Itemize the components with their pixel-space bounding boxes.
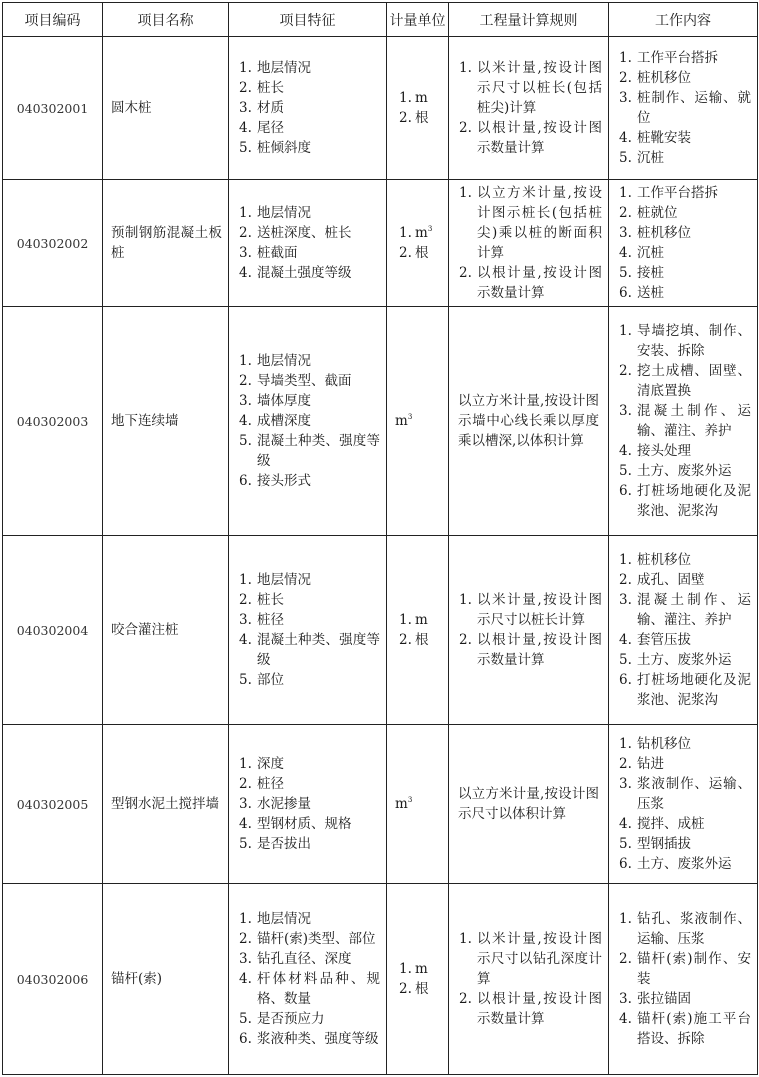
feature-item: 地层情况 xyxy=(257,911,311,927)
item-features xyxy=(229,536,387,725)
work-item: 桩机移位 xyxy=(637,225,691,241)
item-unit xyxy=(387,180,449,307)
work-item: 桩制作、运输、就位 xyxy=(637,90,751,126)
unit-item: 根 xyxy=(415,632,429,648)
unit-superscript: 3 xyxy=(427,225,433,233)
item-name: 型钢水泥土搅拌墙 xyxy=(103,725,229,884)
work-item: 打桩场地硬化及泥浆池、泥浆沟 xyxy=(637,483,751,519)
rule-item: 以米计量,按设计图示尺寸以桩长计算 xyxy=(477,592,602,628)
header-unit: 计量单位 xyxy=(387,3,449,37)
unit-base: m xyxy=(395,796,408,812)
feature-item: 桩径 xyxy=(257,776,284,792)
feature-item: 桩倾斜度 xyxy=(257,140,311,156)
work-item: 工作平台搭拆 xyxy=(637,185,718,201)
feature-item: 导墙类型、截面 xyxy=(257,373,352,389)
feature-item: 型钢材质、规格 xyxy=(257,816,352,832)
work-item: 导墙挖填、制作、安装、拆除 xyxy=(637,323,751,359)
item-name: 圆木桩 xyxy=(103,37,229,180)
feature-item: 混凝土强度等级 xyxy=(257,265,352,281)
feature-item: 桩截面 xyxy=(257,245,298,261)
item-unit xyxy=(387,884,449,1075)
work-item: 锚杆(索)施工平台搭设、拆除 xyxy=(637,1011,751,1047)
feature-item: 桩长 xyxy=(257,80,284,96)
work-item: 型钢插拔 xyxy=(637,836,691,852)
item-features xyxy=(229,307,387,536)
item-rule: 以立方米计量,按设计图示墙中心线长乘以厚度乘以槽深,以体积计算 xyxy=(449,307,609,536)
unit-superscript: 3 xyxy=(407,413,413,421)
item-work xyxy=(609,180,758,307)
work-item: 混凝土制作、运输、灌注、养护 xyxy=(637,592,751,628)
item-unit xyxy=(387,37,449,180)
table-row xyxy=(3,725,758,884)
header-rule: 工程量计算规则 xyxy=(449,3,609,37)
feature-item: 成槽深度 xyxy=(257,413,311,429)
work-item: 土方、废浆外运 xyxy=(637,856,732,872)
unit-item: 根 xyxy=(415,110,429,126)
unit-item: 根 xyxy=(415,981,429,997)
item-unit xyxy=(387,307,449,536)
item-rule xyxy=(449,37,609,180)
feature-item: 桩长 xyxy=(257,592,284,608)
work-item: 套管压拔 xyxy=(637,632,691,648)
item-features xyxy=(229,180,387,307)
item-code: 040302006 xyxy=(3,884,103,1075)
table-row xyxy=(3,180,758,307)
table-row xyxy=(3,536,758,725)
item-rule: 以立方米计量,按设计图示尺寸以体积计算 xyxy=(449,725,609,884)
item-work xyxy=(609,37,758,180)
rule-item: 以米计量,按设计图示尺寸以桩长(包括桩尖)计算 xyxy=(477,60,602,116)
work-item: 钻机移位 xyxy=(637,736,691,752)
work-item: 混凝土制作、运输、灌注、养护 xyxy=(637,403,751,439)
item-work xyxy=(609,307,758,536)
header-row xyxy=(3,3,758,37)
item-unit xyxy=(387,725,449,884)
item-name: 预制钢筋混凝土板桩 xyxy=(103,180,229,307)
feature-item: 深度 xyxy=(257,756,284,772)
item-work xyxy=(609,536,758,725)
rule-item: 以根计量,按设计图示数量计算 xyxy=(477,265,602,301)
work-item: 接桩 xyxy=(637,265,664,281)
table-row xyxy=(3,307,758,536)
work-item: 钻孔、浆液制作、运输、压浆 xyxy=(637,911,751,947)
unit-item xyxy=(395,223,448,243)
feature-item: 送桩深度、桩长 xyxy=(257,225,352,241)
rule-item: 以根计量,按设计图示数量计算 xyxy=(477,120,602,156)
feature-item: 混凝土种类、强度等级 xyxy=(257,433,380,469)
header-code: 项目编码 xyxy=(3,3,103,37)
feature-item: 杆体材料品种、规格、数量 xyxy=(257,971,380,1007)
work-item: 土方、废浆外运 xyxy=(637,652,732,668)
item-name: 地下连续墙 xyxy=(103,307,229,536)
work-item: 桩就位 xyxy=(637,205,678,221)
unit-item: m xyxy=(415,90,428,106)
feature-item: 地层情况 xyxy=(257,205,311,221)
table-row xyxy=(3,37,758,180)
feature-item: 混凝土种类、强度等级 xyxy=(257,632,380,668)
work-item: 打桩场地硬化及泥浆池、泥浆沟 xyxy=(637,672,751,708)
feature-item: 桩径 xyxy=(257,612,284,628)
work-item: 工作平台搭拆 xyxy=(637,50,718,66)
item-code: 040302002 xyxy=(3,180,103,307)
unit-item: m xyxy=(415,612,428,628)
work-item: 挖土成槽、固壁、清底置换 xyxy=(637,363,751,399)
work-item: 土方、废浆外运 xyxy=(637,463,732,479)
feature-item: 地层情况 xyxy=(257,572,311,588)
header-work: 工作内容 xyxy=(609,3,758,37)
rule-item: 以根计量,按设计图示数量计算 xyxy=(477,632,602,668)
work-item: 成孔、固壁 xyxy=(637,572,705,588)
feature-item: 地层情况 xyxy=(257,353,311,369)
feature-item: 地层情况 xyxy=(257,60,311,76)
work-item: 沉桩 xyxy=(637,245,664,261)
unit-item: m xyxy=(415,961,428,977)
item-name: 咬合灌注桩 xyxy=(103,536,229,725)
item-code: 040302001 xyxy=(3,37,103,180)
work-item: 钻进 xyxy=(637,756,664,772)
unit-base: m xyxy=(415,225,428,241)
feature-item: 锚杆(索)类型、部位 xyxy=(257,931,376,947)
bill-of-quantities-table xyxy=(2,2,758,1075)
table-row xyxy=(3,884,758,1075)
rule-item: 以立方米计量,按设计图示桩长(包括桩尖)乘以桩的断面积计算 xyxy=(477,185,602,261)
work-item: 沉桩 xyxy=(637,150,664,166)
rule-item: 以根计量,按设计图示数量计算 xyxy=(477,991,602,1027)
feature-item: 是否预应力 xyxy=(257,1011,325,1027)
work-item: 浆液制作、运输、压浆 xyxy=(637,776,751,812)
feature-item: 材质 xyxy=(257,100,284,116)
item-rule xyxy=(449,884,609,1075)
item-rule xyxy=(449,536,609,725)
feature-item: 水泥掺量 xyxy=(257,796,311,812)
feature-item: 尾径 xyxy=(257,120,284,136)
rule-item: 以米计量,按设计图示尺寸以钻孔深度计算 xyxy=(477,931,602,987)
work-item: 桩机移位 xyxy=(637,70,691,86)
feature-item: 接头形式 xyxy=(257,473,311,489)
feature-item: 墙体厚度 xyxy=(257,393,311,409)
item-work xyxy=(609,884,758,1075)
item-name: 锚杆(索) xyxy=(103,884,229,1075)
unit-superscript: 3 xyxy=(407,796,413,804)
unit-item: 根 xyxy=(415,245,429,261)
header-features: 项目特征 xyxy=(229,3,387,37)
item-work xyxy=(609,725,758,884)
work-item: 接头处理 xyxy=(637,443,691,459)
item-unit xyxy=(387,536,449,725)
header-name: 项目名称 xyxy=(103,3,229,37)
work-item: 桩机移位 xyxy=(637,552,691,568)
feature-item: 钻孔直径、深度 xyxy=(257,951,352,967)
work-item: 锚杆(索)制作、安装 xyxy=(637,951,751,987)
feature-item: 部位 xyxy=(257,672,284,688)
work-item: 搅拌、成桩 xyxy=(637,816,705,832)
work-item: 桩靴安装 xyxy=(637,130,691,146)
item-code: 040302004 xyxy=(3,536,103,725)
unit-base: m xyxy=(395,413,408,429)
work-item: 送桩 xyxy=(637,285,664,301)
work-item: 张拉锚固 xyxy=(637,991,691,1007)
item-features xyxy=(229,725,387,884)
item-code: 040302005 xyxy=(3,725,103,884)
item-features xyxy=(229,37,387,180)
item-features xyxy=(229,884,387,1075)
feature-item: 是否拔出 xyxy=(257,836,311,852)
item-code: 040302003 xyxy=(3,307,103,536)
feature-item: 浆液种类、强度等级 xyxy=(257,1031,379,1047)
item-rule xyxy=(449,180,609,307)
